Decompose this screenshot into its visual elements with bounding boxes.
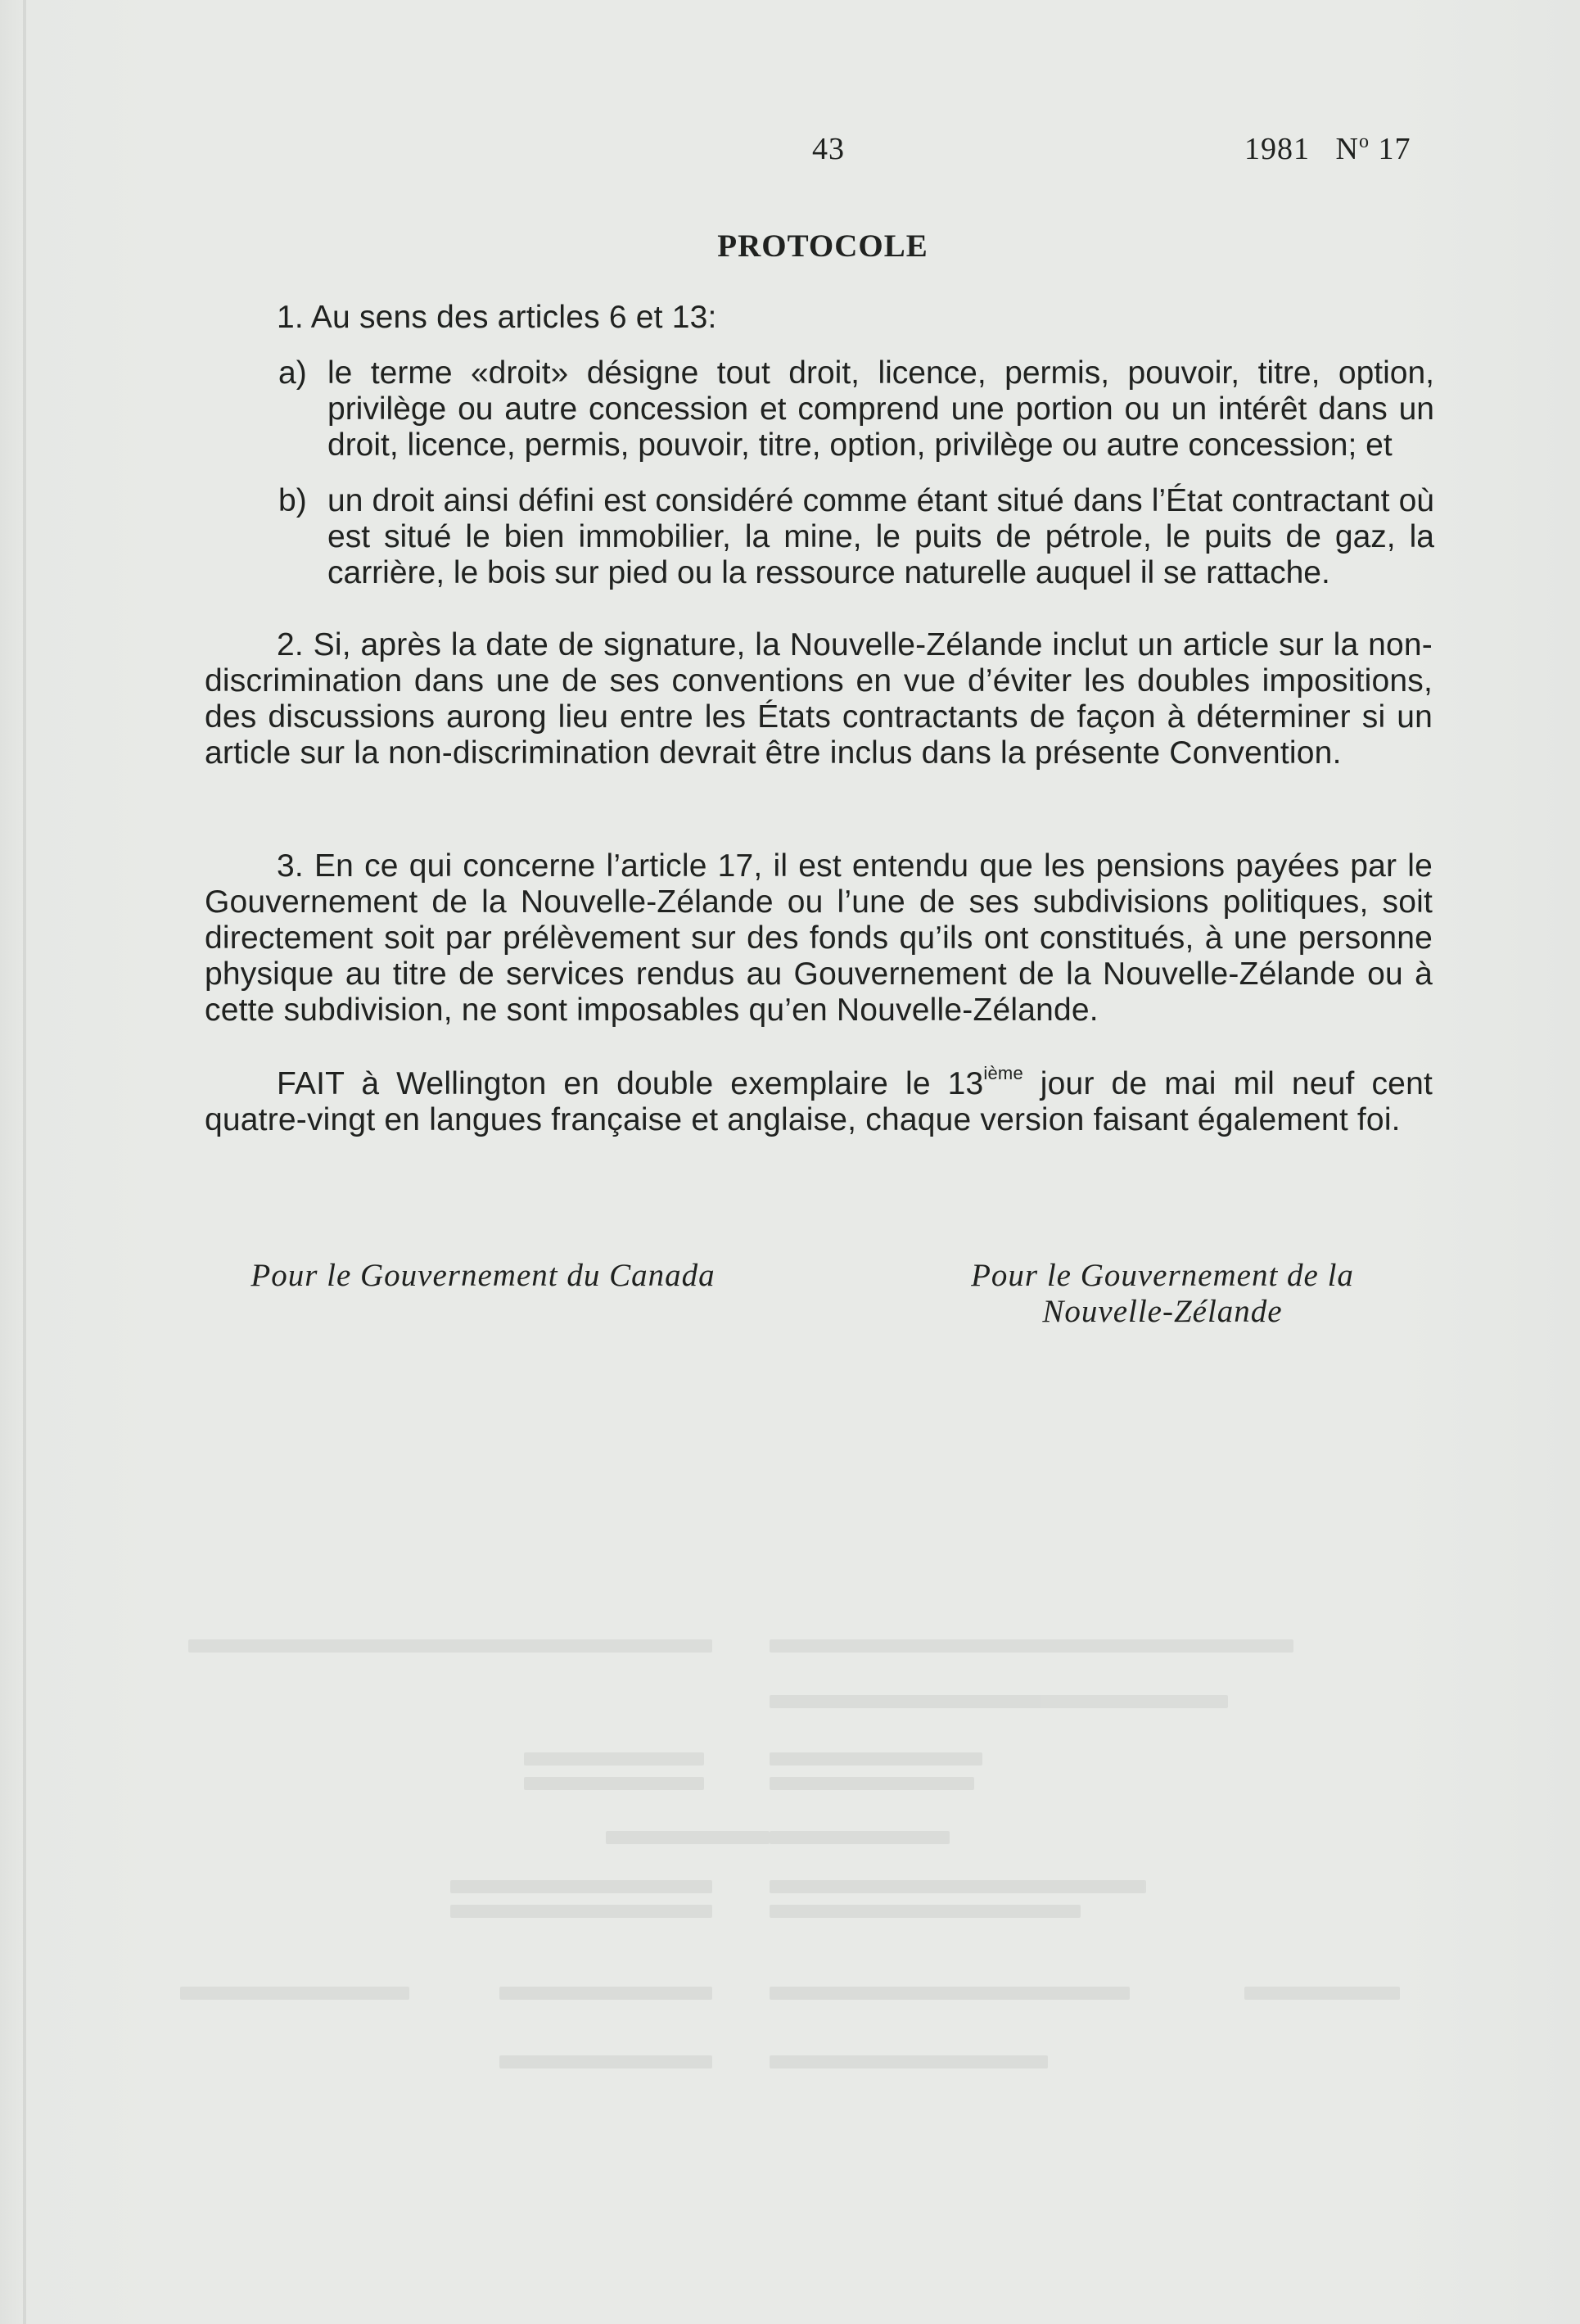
signature-block-new-zealand [917,1258,1408,1330]
list-item-label: a) [278,355,307,391]
document-title: PROTOCOLE [717,228,928,264]
paragraph-1-intro: 1. Au sens des articles 6 et 13: [277,300,717,335]
ghost-line [770,1987,1130,2000]
ghost-line [499,2055,712,2069]
paragraph-3: 3. En ce qui concerne l’article 17, il est entendu que les pensions payées par le Gouvernement de la Nouvelle-Zélande ou l’une de ses subdivisions politiques, soit directement soit par prélèvement sur des fonds qu’ils ont constitués, à une personne physique au titre de services rendus au Gouvernement de la Nouvelle-Zélande ou à cette subdivision, ne sont imposables qu’en Nouvelle-Zélande. [205,848,1433,1028]
ghost-line [450,1905,712,1918]
paragraph-4-after: jour de mai mil neuf cent quatre-vingt en langues française et anglaise, chaque version faisant également foi. [205,1066,1433,1137]
paragraph-4-before: FAIT à Wellington en double exemplaire le 13 [277,1066,984,1101]
ghost-line [770,1752,982,1766]
ghost-line [770,1639,1293,1653]
ghost-line [606,1831,770,1844]
signature-line-2: Nouvelle-Zélande [1042,1294,1283,1329]
ghost-line [188,1639,712,1653]
ghost-line [770,1880,1146,1893]
issue-reference [1244,131,1411,167]
signature-block-canada: Pour le Gouvernement du Canada [251,1258,716,1293]
ghost-line [770,1695,1228,1708]
list-item-label: b) [278,483,307,518]
ghost-line [450,1880,712,1893]
paragraph-2: 2. Si, après la date de signature, la Nouvelle-Zélande inclut un article sur la non-discrimination dans une de ses conventions en vue d’éviter les doubles impositions, des discussions aurong lieu entre les États contractants de façon à déterminer si un article sur la non-discrimination devrait être inclus dans la présente Convention. [205,627,1433,771]
issue-year: 1981 [1244,132,1310,166]
ghost-line [1244,1987,1400,2000]
list-item-text: un droit ainsi défini est considéré comme étant situé dans l’État contractant où est situé le bien immobilier, la mine, le puits de pétrole, le puits de gaz, la carrière, le bois sur pied ou la ressource naturelle auquel il se rattache. [327,483,1434,590]
ghost-line [524,1752,704,1766]
show-through-text [180,1630,1408,2088]
paragraph-4 [205,1063,1433,1138]
ghost-line [770,1831,950,1844]
page-number: 43 [812,132,845,166]
ghost-line [524,1777,704,1790]
list-item-text: le terme «droit» désigne tout droit, licence, permis, pouvoir, titre, option, privilège ou autre concession et comprend une portion ou un intérêt dans un droit, licence, permis, pouvoir, titre, option, privilège ou autre concession; et [327,355,1434,463]
ghost-line [770,1905,1081,1918]
issue-number: 17 [1378,132,1411,166]
issue-number-prefix: N [1335,132,1359,166]
ghost-line [770,2055,1048,2069]
signature-line-1: Pour le Gouvernement de la [971,1258,1354,1293]
paragraph-4-superscript: ième [983,1063,1023,1083]
page-edge [23,0,26,2324]
ghost-line [770,1777,974,1790]
ghost-line [180,1987,409,2000]
issue-number-prefix-sup: o [1358,131,1370,152]
ghost-line [499,1987,712,2000]
